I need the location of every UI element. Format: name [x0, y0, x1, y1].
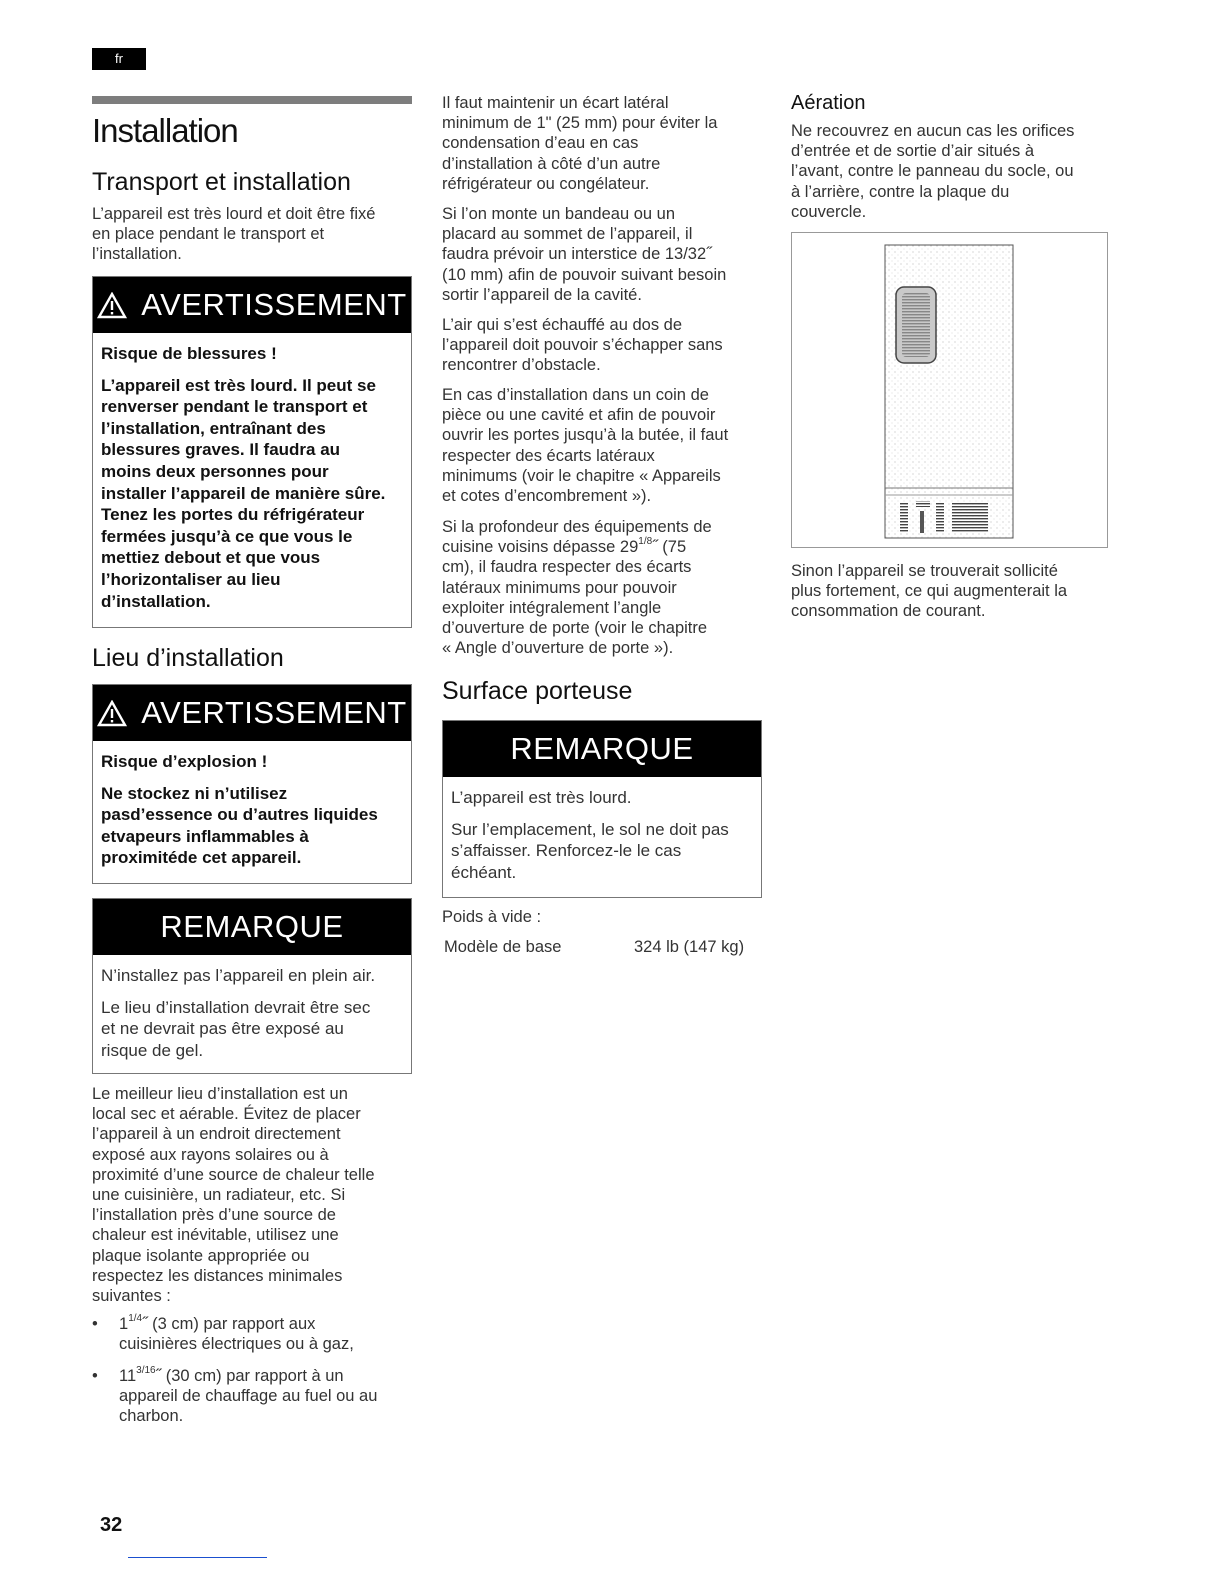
warning-triangle-icon: [97, 700, 127, 727]
list-item: • $1^{1/4}˝$ (3 cm) par rapport aux cuisinières électriques ou à gaz,: [92, 1313, 354, 1354]
weight-value: 324 lb (147 kg): [634, 938, 745, 956]
note-text: N’installez pas l’appareil en plein air.: [101, 966, 376, 985]
location-paragraph: Le meilleur lieu d’installation est un local sec et aérable. Évitez de placer l’appareil à un endroit directement exposé aux rayons solaires ou à proximité d’une source de chaleur telle une cuisinière, un radiateur, etc. Si l’installation près d’une source de chaleur est inévitable, utilisez une plaque isolante appropriée ou respectez les distances minimales suivantes :: [92, 1085, 375, 1306]
warning-title: AVERTISSEMENT: [141, 695, 407, 730]
warning-text: Ne stockez ni n’utilisez pasd’essence ou d’autres liquides etvapeurs inflammables à proximitéde cet appareil.: [101, 783, 378, 868]
aeration-paragraph: Ne recouvrez en aucun cas les orifices d’entrée et de sortie d’air situés à l’avant, contre le panneau du socle, ou à l’arrière, contre la plaque du couvercle.: [791, 122, 1075, 221]
depth-paragraph: Si la profondeur des équipements de cuisine voisins dépasse $29^{1/8}˝$ (75 cm), il faudra respecter des écarts latéraux minimums pour pouvoir exploiter intégralement l’angle d’ouverture de porte (voir le chapitre « Angle d’ouverture de porte »).: [442, 518, 712, 658]
footer-line: [128, 1557, 267, 1558]
language-tag: fr: [92, 48, 146, 70]
lieu-heading: Lieu d’installation: [92, 644, 284, 672]
note-text: Sur l’emplacement, le sol ne doit pas s’affaisser. Renforcez-le le cas échéant.: [451, 819, 729, 882]
refrigerator-illustration: [791, 232, 1108, 548]
section-rule: [92, 96, 412, 104]
air-paragraph: L’air qui s’est échauffé au dos de l’appareil doit pouvoir s’échapper sans rencontrer d’obstacle.: [442, 316, 723, 375]
note-header: [443, 721, 761, 777]
note-text: L’appareil est très lourd.: [451, 788, 632, 807]
corner-paragraph: En cas d’installation dans un coin de pièce ou une cavité et afin de pouvoir ouvrir les portes jusqu’à la butée, il faut respecter des écarts latéraux minimums (voir le chapitre « Appareils et cotes d’encombrement »).: [442, 386, 729, 506]
note-box-location: [92, 898, 412, 1074]
warning-lead: Risque d’explosion !: [101, 752, 268, 771]
refrigerator-icon: [792, 233, 1107, 547]
warning-triangle-icon: [97, 292, 127, 319]
transport-heading: Transport et installation: [92, 168, 351, 196]
note-title: REMARQUE: [510, 731, 694, 766]
list-item: • $11^{3/16}˝$ (30 cm) par rapport à un appareil de chauffage au fuel ou au charbon.: [92, 1365, 378, 1426]
weight-model: Modèle de base: [444, 938, 562, 956]
cabinet-paragraph: Si l’on monte un bandeau ou un placard au sommet de l’appareil, il faudra prévoir un interstice de 13/32˝ (10 mm) afin de pouvoir suivant besoin sortir l’appareil de la cavité.: [442, 205, 727, 304]
warning-header: [93, 277, 411, 333]
surface-heading: Surface porteuse: [442, 677, 633, 705]
bullet-icon: •: [92, 1367, 98, 1385]
page-number: 32: [100, 1514, 123, 1536]
warning-header: [93, 685, 411, 741]
warning-title: AVERTISSEMENT: [141, 287, 407, 322]
warning-text: L’appareil est très lourd. Il peut se renverser pendant le transport et l’installation, entraînant des blessures graves. Il faudra au moins deux personnes pour installer l’appareil de manière sûre. Tenez les portes du réfrigérateur fermées jusqu’à ce que vous le mettiez debout et que vous l’horizontaliser au lieu d’installation.: [101, 375, 386, 611]
note-text: Le lieu d’installation devrait être sec et ne devrait pas être exposé au risque de gel.: [101, 997, 371, 1060]
note-header: [93, 899, 411, 955]
bullet-icon: •: [92, 1315, 98, 1333]
warning-box-explosion: [92, 684, 412, 884]
page-title: Installation: [92, 112, 238, 149]
aeration-heading: Aération: [791, 92, 866, 114]
weight-row: [444, 938, 762, 957]
transport-paragraph: L’appareil est très lourd et doit être fixé en place pendant le transport et l’installation.: [92, 205, 376, 264]
note-title: REMARQUE: [160, 909, 344, 944]
note-box-surface: [442, 720, 762, 898]
weight-label: Poids à vide :: [442, 908, 542, 926]
warning-lead: Risque de blessures !: [101, 344, 277, 363]
spacing-paragraph: Il faut maintenir un écart latéral minimum de 1" (25 mm) pour éviter la condensation d’eau en cas d’installation à côté d’un autre réfrigérateur ou congélateur.: [442, 94, 718, 193]
aeration-consequence: Sinon l’appareil se trouverait sollicité plus fortement, ce qui augmenterait la consommation de courant.: [791, 562, 1068, 621]
warning-box-injury: [92, 276, 412, 628]
